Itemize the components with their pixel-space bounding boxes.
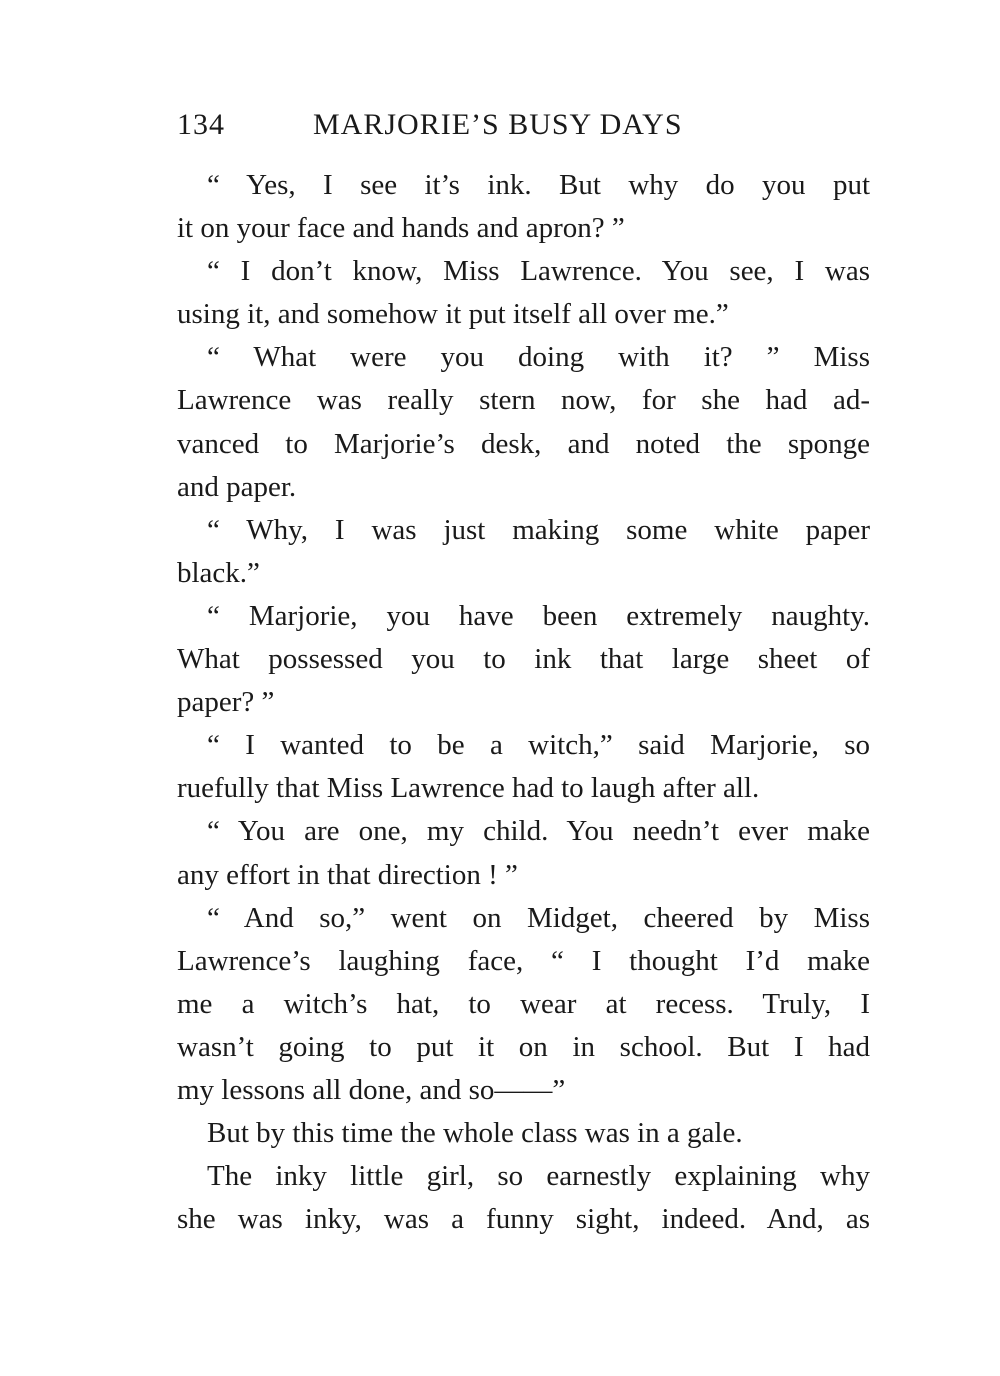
text-line: “ Why, I was just making some white paper	[207, 513, 870, 546]
text-line: “ Marjorie, you have been extremely naughty.	[207, 599, 870, 632]
text-line: What possessed you to ink that large sheet of	[177, 643, 870, 676]
text-line: using it, and somehow it put itself all over me.”	[177, 298, 729, 331]
text-line: me a witch’s hat, to wear at recess. Truly, I	[177, 987, 870, 1020]
paragraph	[177, 336, 870, 508]
text-line: Lawrence was really stern now, for she had ad-	[177, 384, 870, 417]
text-line: it on your face and hands and apron? ”	[177, 212, 625, 245]
text-line: But by this time the whole class was in a gale.	[207, 1117, 743, 1150]
paragraph	[177, 164, 870, 250]
paragraph	[177, 897, 870, 1112]
book-page	[177, 108, 870, 1241]
text-line: “ What were you doing with it? ” Miss	[207, 341, 870, 374]
text-line: Lawrence’s laughing face, “ I thought I’d make	[177, 944, 870, 977]
paragraph	[177, 509, 870, 595]
text-line: “ I wanted to be a witch,” said Marjorie, so	[207, 729, 870, 762]
body-text	[177, 164, 870, 1241]
text-line: “ You are one, my child. You needn’t ever make	[207, 815, 870, 848]
paragraph	[177, 1112, 870, 1155]
paragraph	[177, 250, 870, 336]
text-line: “ And so,” went on Midget, cheered by Miss	[207, 901, 870, 934]
page-number: 134	[177, 108, 225, 141]
paragraph	[177, 724, 870, 810]
text-line: vanced to Marjorie’s desk, and noted the sponge	[177, 427, 870, 460]
text-line: she was inky, was a funny sight, indeed. And, as	[177, 1203, 870, 1236]
text-line: my lessons all done, and so——”	[177, 1073, 566, 1106]
text-line: wasn’t going to put it on in school. But I had	[177, 1030, 870, 1063]
text-line: The inky little girl, so earnestly explaining why	[207, 1160, 870, 1193]
paragraph	[177, 1155, 870, 1241]
running-title: MARJORIE’S BUSY DAYS	[313, 108, 683, 141]
text-line: ruefully that Miss Lawrence had to laugh after all.	[177, 772, 760, 805]
text-line: any effort in that direction ! ”	[177, 858, 518, 891]
page-header	[177, 108, 870, 148]
text-line: “ Yes, I see it’s ink. But why do you put	[207, 169, 870, 201]
text-line: black.”	[177, 556, 260, 589]
text-line: paper? ”	[177, 686, 275, 719]
paragraph	[177, 810, 870, 896]
paragraph	[177, 595, 870, 724]
text-line: and paper.	[177, 470, 297, 503]
text-line: “ I don’t know, Miss Lawrence. You see, I was	[207, 255, 870, 288]
